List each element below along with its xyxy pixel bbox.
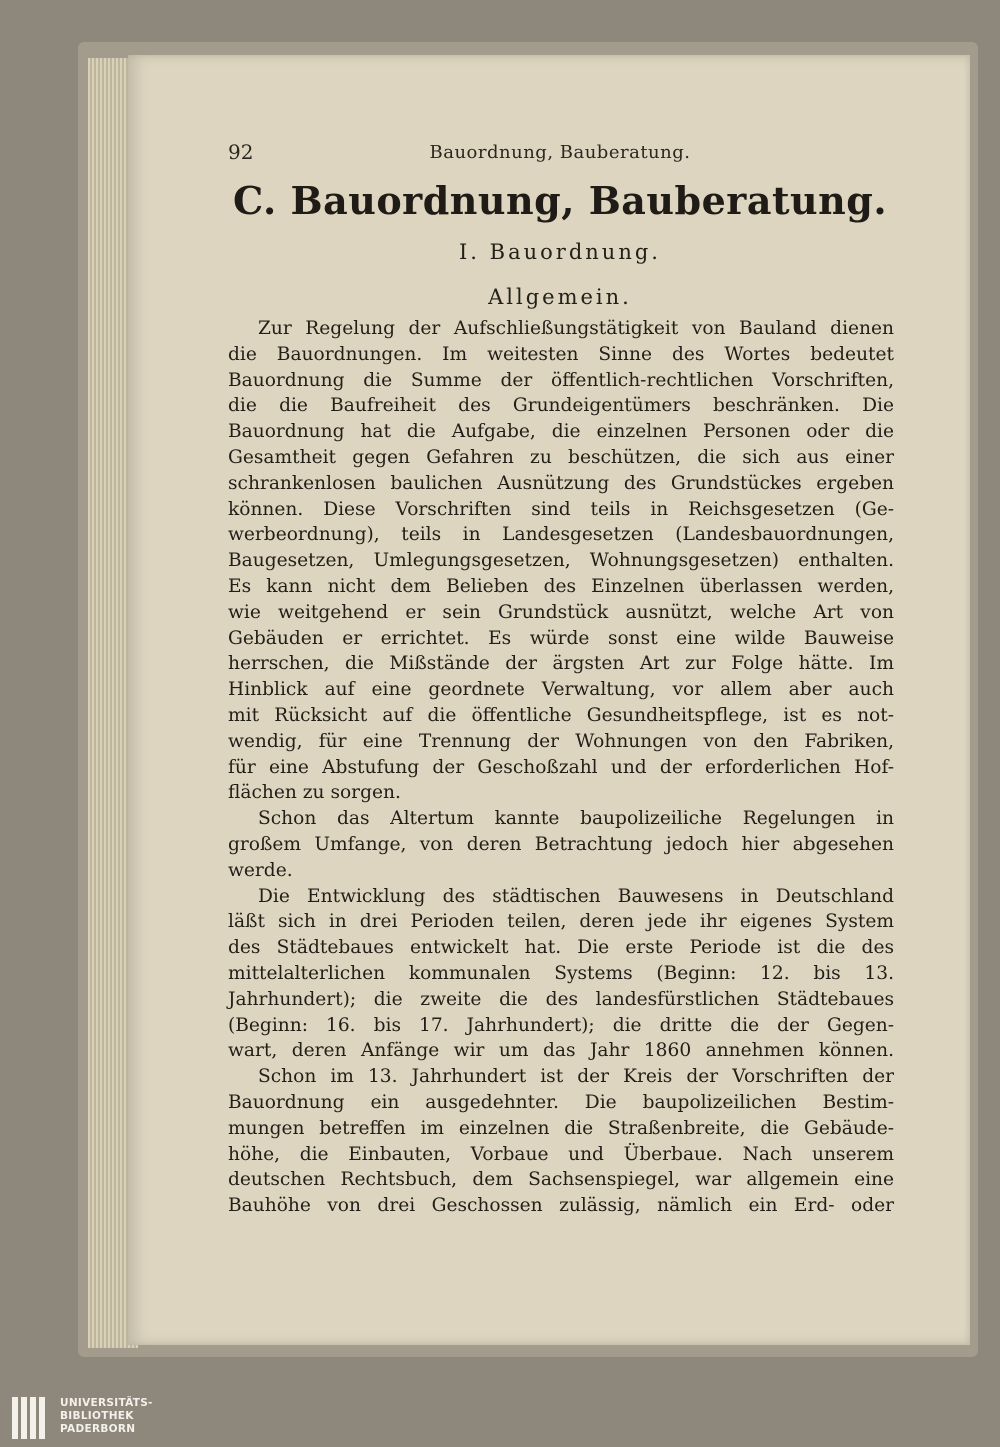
body-text (228, 316, 894, 1219)
text-line: Zur Regelung der Aufschließungstätigkeit von Bauland dienen (258, 318, 894, 339)
text-line: die die Baufreiheit des Grundeigentümers beschränken. Die (228, 395, 894, 417)
section-title: I. Bauordnung. (459, 240, 661, 264)
text-line: wendig, für eine Trennung der Wohnungen von den Fabriken, (228, 730, 894, 752)
text-line: wie weitgehend er sein Grundstück ausnützt, welche Art von (228, 601, 894, 623)
text-line: Hinblick auf eine geordnete Verwaltung, vor allem aber auch (228, 679, 894, 701)
text-line: Bauordnung die Summe der öffentlich-rechtlichen Vorschriften, (228, 369, 894, 391)
library-logo-line: BIBLIOTHEK (60, 1410, 134, 1422)
library-logo (10, 1395, 170, 1443)
text-line: Schon im 13. Jahrhundert ist der Kreis der Vorschriften der (258, 1066, 894, 1088)
running-head: Bauordnung, Bauberatung. (429, 142, 691, 163)
text-line: flächen zu sorgen. (228, 782, 401, 804)
text-line: für eine Abstufung der Geschoßzahl und der erforderlichen Hof- (228, 756, 894, 778)
text-line: Bauhöhe von drei Geschossen zulässig, nämlich ein Erd- oder (228, 1195, 894, 1217)
text-line: herrschen, die Mißstände der ärgsten Art zur Folge hätte. Im (228, 653, 894, 675)
text-line: höhe, die Einbauten, Vorbaue und Überbaue. Nach unserem (228, 1143, 894, 1165)
text-line: Schon das Altertum kannte baupolizeiliche Regelungen in (258, 808, 894, 830)
text-line: schrankenlosen baulichen Ausnützung des Grundstückes ergeben (228, 472, 894, 494)
library-logo-text (60, 1397, 153, 1436)
text-line: werde. (228, 859, 293, 881)
subsection-title: Allgemein. (488, 285, 632, 309)
text-line: läßt sich in drei Perioden teilen, deren jede ihr eigenes System (228, 911, 894, 933)
text-line: Gebäuden er errichtet. Es würde sonst eine wilde Bauweise (228, 627, 894, 649)
chapter-title: C. Bauordnung, Bauberatung. (232, 178, 888, 223)
page-number: 92 (228, 140, 254, 164)
text-line: mit Rücksicht auf die öffentliche Gesundheitspflege, ist es not- (228, 704, 894, 726)
text-line: werbeordnung), teils in Landesgesetzen (Landesbauordnungen, (228, 524, 894, 546)
text-line: deutschen Rechtsbuch, dem Sachsenspiegel, war allgemein eine (228, 1169, 894, 1191)
page-header (228, 140, 892, 170)
text-line: Gesamtheit gegen Gefahren zu beschützen, die sich aus einer (228, 446, 894, 468)
library-logo-line: UNIVERSITÄTS- (60, 1397, 153, 1409)
text-line: mungen betreffen im einzelnen die Straßenbreite, die Gebäude- (228, 1117, 894, 1139)
library-logo-icon (10, 1395, 50, 1441)
text-line: großem Umfange, von deren Betrachtung jedoch hier abgesehen (228, 833, 894, 855)
text-line: Die Entwicklung des städtischen Bauwesens in Deutschland (258, 885, 894, 907)
text-line: Bauordnung ein ausgedehnter. Die baupolizeilichen Bestim- (228, 1091, 894, 1113)
text-line: können. Diese Vorschriften sind teils in Reichsgesetzen (Ge- (228, 498, 894, 520)
text-line: Jahrhundert); die zweite die des landesfürstlichen Städtebaues (228, 988, 894, 1010)
text-line: Bauordnung hat die Aufgabe, die einzelnen Personen oder die (228, 421, 894, 443)
text-line: Baugesetzen, Umlegungsgesetzen, Wohnungsgesetzen) enthalten. (228, 550, 894, 572)
text-line: Es kann nicht dem Belieben des Einzelnen überlassen werden, (228, 575, 894, 597)
text-line: (Beginn: 16. bis 17. Jahrhundert); die dritte die der Gegen- (228, 1014, 894, 1036)
text-line: des Städtebaues entwickelt hat. Die erste Periode ist die des (228, 937, 894, 959)
text-line: wart, deren Anfänge wir um das Jahr 1860 annehmen können. (228, 1040, 894, 1062)
text-line: mittelalterlichen kommunalen Systems (Beginn: 12. bis 13. (228, 962, 894, 984)
text-line: die Bauordnungen. Im weitesten Sinne des Wortes bedeutet (228, 343, 894, 365)
library-logo-line: PADERBORN (60, 1423, 136, 1435)
